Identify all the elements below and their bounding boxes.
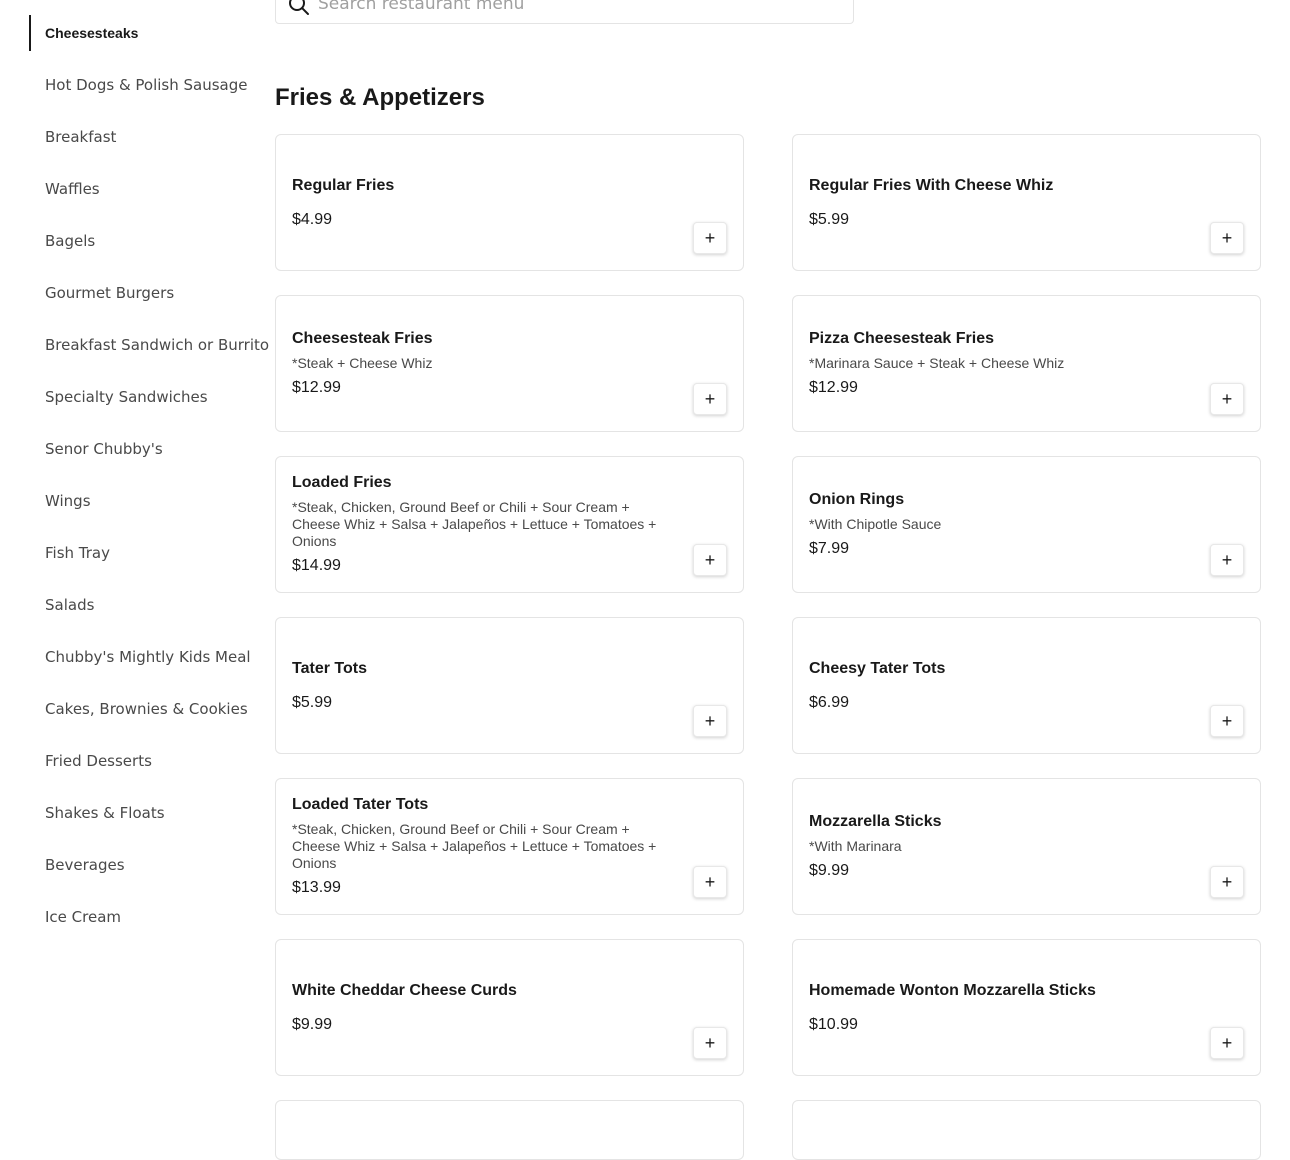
menu-item-card[interactable]	[792, 456, 1261, 593]
menu-item-name: Loaded Tater Tots	[292, 796, 429, 813]
menu-item-card[interactable]	[792, 295, 1261, 432]
menu-item-info	[292, 618, 673, 753]
menu-item-info	[292, 296, 673, 431]
sidebar-item[interactable]: Cheesesteaks	[29, 15, 227, 51]
add-item-button[interactable]	[693, 383, 727, 415]
menu-item-card[interactable]	[792, 778, 1261, 915]
menu-item-description: *With Chipotle Sauce	[809, 516, 942, 532]
menu-item-price: $9.99	[809, 862, 850, 879]
menu-item-info	[809, 940, 1190, 1075]
add-item-button[interactable]	[693, 222, 727, 254]
menu-item-name: Regular Fries	[292, 176, 395, 194]
menu-item-price: $5.99	[809, 210, 850, 228]
menu-item-price: $12.99	[809, 379, 858, 396]
menu-item-price: $10.99	[809, 1015, 858, 1033]
menu-item-info	[292, 457, 673, 592]
add-item-button[interactable]	[1210, 222, 1244, 254]
menu-item-card[interactable]	[275, 778, 744, 915]
menu-item-info	[292, 940, 673, 1075]
add-item-button[interactable]	[693, 544, 727, 576]
menu-item-name: Cheesy Tater Tots	[809, 659, 946, 677]
menu-item-name: Mozzarella Sticks	[809, 813, 942, 830]
menu-item-card[interactable]	[792, 134, 1261, 271]
menu-item-card[interactable]	[275, 1100, 744, 1160]
add-item-button[interactable]	[693, 1027, 727, 1059]
sidebar-item[interactable]: Beverages	[45, 856, 125, 874]
menu-item-price: $14.99	[292, 557, 341, 574]
menu-item-name: Cheesesteak Fries	[292, 330, 433, 347]
menu-item-description: *Steak + Cheese Whiz	[292, 355, 433, 371]
sidebar-item[interactable]: Shakes & Floats	[45, 804, 165, 822]
add-item-button[interactable]	[693, 705, 727, 737]
add-item-button[interactable]	[1210, 1027, 1244, 1059]
sidebar-item[interactable]: Senor Chubby's	[45, 440, 163, 458]
search-input[interactable]	[318, 0, 838, 17]
plus-icon: +	[704, 388, 716, 409]
sidebar-item[interactable]: Wings	[45, 492, 91, 510]
plus-icon: +	[704, 871, 716, 892]
menu-item-description: *Steak, Chicken, Ground Beef or Chili + Sour Cream + Cheese Whiz + Salsa + Jalapeños + Lettuce + Tomatoes + Onions	[292, 821, 657, 871]
menu-item-info	[809, 296, 1190, 431]
menu-item-name: Loaded Fries	[292, 474, 392, 491]
sidebar-item[interactable]: Cakes, Brownies & Cookies	[45, 700, 248, 718]
sidebar-item[interactable]: Breakfast Sandwich or Burrito	[45, 336, 270, 354]
menu-item-info	[809, 618, 1190, 753]
sidebar-item[interactable]: Bagels	[45, 232, 96, 250]
menu-item-name: Homemade Wonton Mozzarella Sticks	[809, 981, 1096, 999]
search-bar[interactable]	[275, 0, 854, 24]
menu-item-card[interactable]	[275, 939, 744, 1076]
menu-item-name: Regular Fries With Cheese Whiz	[809, 176, 1054, 194]
plus-icon: +	[704, 710, 716, 731]
plus-icon: +	[1221, 388, 1233, 409]
menu-item-card[interactable]	[275, 456, 744, 593]
menu-item-price: $7.99	[809, 540, 850, 557]
menu-item-card[interactable]	[792, 1100, 1261, 1160]
plus-icon: +	[1221, 710, 1233, 731]
plus-icon: +	[1221, 227, 1233, 248]
menu-item-price: $12.99	[292, 379, 341, 396]
menu-item-card[interactable]	[275, 134, 744, 271]
menu-item-card[interactable]	[275, 617, 744, 754]
menu-item-info	[809, 779, 1190, 914]
menu-item-price: $13.99	[292, 879, 341, 896]
menu-item-info	[809, 457, 1190, 592]
plus-icon: +	[704, 1032, 716, 1053]
add-item-button[interactable]	[1210, 866, 1244, 898]
menu-item-name: Onion Rings	[809, 491, 905, 508]
plus-icon: +	[1221, 1032, 1233, 1053]
sidebar-item[interactable]: Fish Tray	[45, 544, 110, 562]
menu-item-info	[292, 779, 673, 914]
menu-item-card[interactable]	[792, 939, 1261, 1076]
menu-item-price: $4.99	[292, 210, 333, 228]
sidebar-item[interactable]: Gourmet Burgers	[45, 284, 175, 302]
menu-item-description: *With Marinara	[809, 838, 902, 854]
menu-item-name: White Cheddar Cheese Curds	[292, 981, 517, 999]
plus-icon: +	[1221, 871, 1233, 892]
menu-item-card[interactable]	[792, 617, 1261, 754]
sidebar-item[interactable]: Salads	[45, 596, 95, 614]
plus-icon: +	[1221, 549, 1233, 570]
sidebar-item[interactable]: Chubby's Mightly Kids Meal	[45, 648, 251, 666]
sidebar-item[interactable]: Waffles	[45, 180, 100, 198]
add-item-button[interactable]	[1210, 544, 1244, 576]
menu-item-name: Pizza Cheesesteak Fries	[809, 330, 994, 347]
menu-item-price: $9.99	[292, 1015, 333, 1033]
menu-item-price: $5.99	[292, 693, 333, 711]
section-title: Fries & Appetizers	[275, 84, 485, 111]
menu-item-info	[809, 135, 1190, 270]
menu-item-info	[292, 135, 673, 270]
add-item-button[interactable]	[693, 866, 727, 898]
add-item-button[interactable]	[1210, 705, 1244, 737]
sidebar-item[interactable]: Hot Dogs & Polish Sausage	[45, 76, 248, 94]
plus-icon: +	[704, 227, 716, 248]
menu-item-price: $6.99	[809, 693, 850, 711]
sidebar-item[interactable]: Specialty Sandwiches	[45, 388, 208, 406]
menu-item-description: *Steak, Chicken, Ground Beef or Chili + Sour Cream + Cheese Whiz + Salsa + Jalapeños + Lettuce + Tomatoes + Onions	[292, 499, 657, 549]
search-icon	[288, 0, 310, 16]
sidebar-item[interactable]: Ice Cream	[45, 908, 122, 926]
sidebar-item[interactable]: Breakfast	[45, 128, 117, 146]
menu-item-description: *Marinara Sauce + Steak + Cheese Whiz	[809, 355, 1065, 371]
menu-item-name: Tater Tots	[292, 659, 367, 677]
sidebar-item[interactable]: Fried Desserts	[45, 752, 152, 770]
menu-item-card[interactable]	[275, 295, 744, 432]
plus-icon: +	[704, 549, 716, 570]
add-item-button[interactable]	[1210, 383, 1244, 415]
